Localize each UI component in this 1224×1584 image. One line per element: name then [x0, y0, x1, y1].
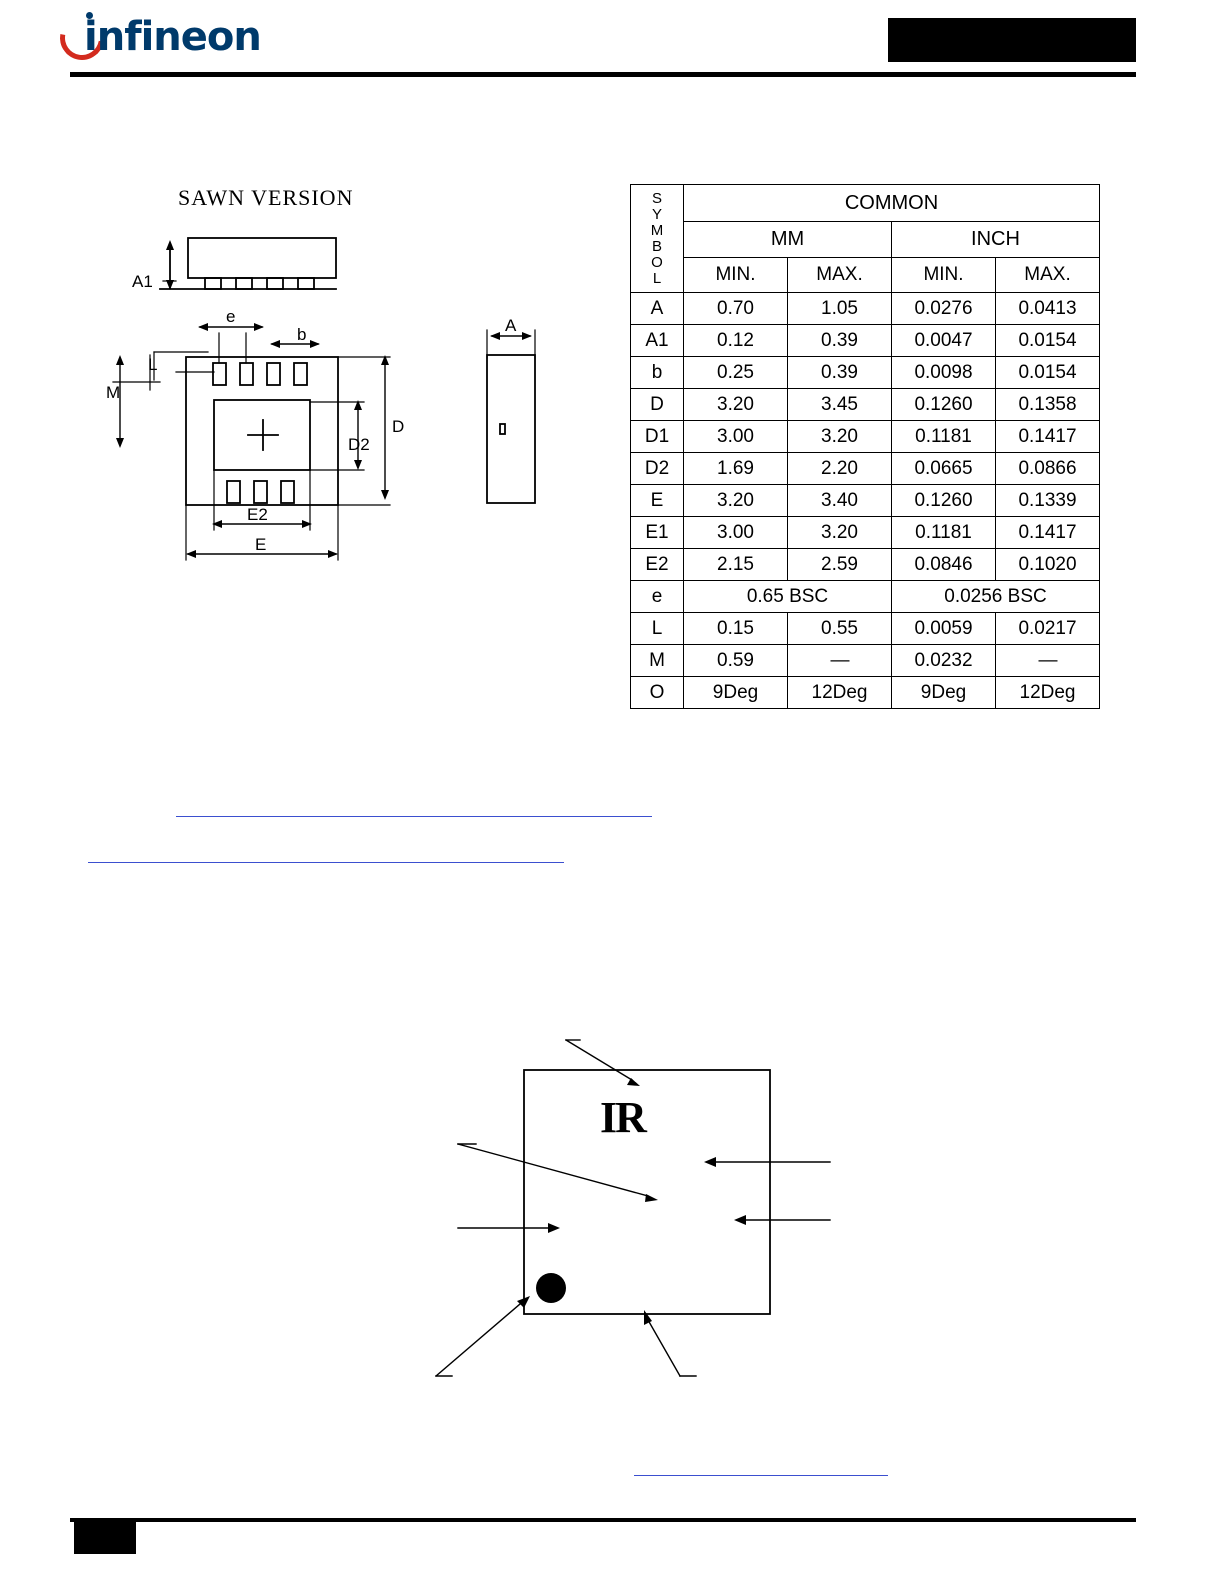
row-inch-max: 0.1358 — [996, 389, 1100, 421]
row-mm-max: 3.45 — [788, 389, 892, 421]
svg-text:E: E — [255, 535, 267, 554]
row-inch-min: 0.0059 — [892, 613, 996, 645]
row-mm-min: 2.15 — [684, 549, 788, 581]
row-symbol: e — [631, 581, 684, 613]
row-mm-max: 3.20 — [788, 517, 892, 549]
table-row — [631, 485, 1100, 517]
row-symbol: D2 — [631, 453, 684, 485]
row-mm-max: 0.39 — [788, 325, 892, 357]
hyperlink-underline-2[interactable] — [88, 861, 564, 863]
row-symbol: L — [631, 613, 684, 645]
row-symbol: M — [631, 645, 684, 677]
hyperlink-underline-1[interactable] — [176, 815, 652, 817]
row-mm-max: 12Deg — [788, 677, 892, 709]
row-symbol: E2 — [631, 549, 684, 581]
svg-text:D: D — [392, 417, 405, 436]
header-mm-min: MIN. — [684, 258, 788, 293]
row-inch-max: 0.0413 — [996, 293, 1100, 325]
table-row — [631, 421, 1100, 453]
table-row — [631, 453, 1100, 485]
row-inch-min: 0.0098 — [892, 357, 996, 389]
row-inch-bsc: 0.0256 BSC — [892, 581, 1100, 613]
svg-text:b: b — [297, 325, 307, 344]
row-symbol: D1 — [631, 421, 684, 453]
table-header-row-2 — [631, 222, 1100, 258]
row-inch-max: — — [996, 645, 1100, 677]
row-symbol: E — [631, 485, 684, 517]
table-row-e — [631, 581, 1100, 613]
svg-text:A1: A1 — [132, 272, 153, 291]
row-mm-max: 3.40 — [788, 485, 892, 517]
svg-text:L: L — [148, 355, 158, 374]
row-inch-min: 0.0665 — [892, 453, 996, 485]
row-mm-min: 3.20 — [684, 389, 788, 421]
row-mm-max: 2.20 — [788, 453, 892, 485]
table-row — [631, 325, 1100, 357]
row-symbol: A1 — [631, 325, 684, 357]
table-row — [631, 677, 1100, 709]
row-mm-min: 0.25 — [684, 357, 788, 389]
page-header — [0, 0, 1224, 90]
row-symbol: E1 — [631, 517, 684, 549]
row-inch-max: 0.0154 — [996, 325, 1100, 357]
row-symbol: O — [631, 677, 684, 709]
row-symbol: A — [631, 293, 684, 325]
row-inch-max: 0.1339 — [996, 485, 1100, 517]
row-inch-min: 0.1181 — [892, 421, 996, 453]
row-inch-min: 0.0047 — [892, 325, 996, 357]
row-mm-max: 1.05 — [788, 293, 892, 325]
symbol-header-cell: S Y M B O L — [631, 185, 684, 293]
row-inch-max: 0.0866 — [996, 453, 1100, 485]
svg-text:M: M — [106, 383, 121, 402]
hyperlink-underline-3[interactable] — [634, 1474, 888, 1476]
row-inch-max: 0.0217 — [996, 613, 1100, 645]
row-mm-min: 3.00 — [684, 421, 788, 453]
ir-logo-marking — [600, 1093, 710, 1142]
header-black-box — [888, 18, 1136, 62]
row-mm-min: 9Deg — [684, 677, 788, 709]
row-inch-max: 0.1020 — [996, 549, 1100, 581]
table-row — [631, 645, 1100, 677]
drawing-title: SAWN VERSION — [178, 185, 354, 210]
row-mm-min: 0.12 — [684, 325, 788, 357]
ir-logo-text: IR — [600, 1093, 645, 1142]
row-inch-min: 0.1260 — [892, 485, 996, 517]
row-mm-min: 3.00 — [684, 517, 788, 549]
common-header-cell: COMMON — [684, 185, 1100, 222]
svg-text:A: A — [505, 316, 517, 335]
row-inch-max: 0.1417 — [996, 421, 1100, 453]
row-symbol: b — [631, 357, 684, 389]
row-mm-bsc: 0.65 BSC — [684, 581, 892, 613]
row-inch-max: 0.0154 — [996, 357, 1100, 389]
row-mm-max: 0.55 — [788, 613, 892, 645]
header-inch-min: MIN. — [892, 258, 996, 293]
row-mm-max: 3.20 — [788, 421, 892, 453]
table-row — [631, 293, 1100, 325]
row-inch-min: 0.0276 — [892, 293, 996, 325]
table-row — [631, 549, 1100, 581]
row-mm-max: 2.59 — [788, 549, 892, 581]
brand-name: infineon — [84, 14, 261, 60]
row-mm-min: 0.15 — [684, 613, 788, 645]
footer-divider — [70, 1518, 1136, 1522]
row-mm-max: 0.39 — [788, 357, 892, 389]
infineon-logo — [60, 10, 261, 60]
row-inch-min: 0.0846 — [892, 549, 996, 581]
header-inch-max: MAX. — [996, 258, 1100, 293]
row-inch-min: 0.1260 — [892, 389, 996, 421]
table-header-row-3 — [631, 258, 1100, 293]
svg-text:e: e — [226, 307, 236, 326]
table-header-row-1 — [631, 185, 1100, 222]
svg-text:E2: E2 — [247, 505, 268, 524]
row-inch-max: 0.1417 — [996, 517, 1100, 549]
unit-header-inch: INCH — [892, 222, 1100, 258]
row-inch-min: 9Deg — [892, 677, 996, 709]
row-mm-min: 3.20 — [684, 485, 788, 517]
row-symbol: D — [631, 389, 684, 421]
row-mm-max: — — [788, 645, 892, 677]
header-divider — [70, 72, 1136, 77]
row-mm-min: 0.59 — [684, 645, 788, 677]
row-mm-min: 1.69 — [684, 453, 788, 485]
row-inch-min: 0.0232 — [892, 645, 996, 677]
package-dimension-table — [630, 184, 1100, 709]
unit-header-mm: MM — [684, 222, 892, 258]
footer-black-box — [74, 1522, 136, 1554]
header-mm-max: MAX. — [788, 258, 892, 293]
table-row — [631, 613, 1100, 645]
row-inch-max: 12Deg — [996, 677, 1100, 709]
table-row — [631, 389, 1100, 421]
row-mm-min: 0.70 — [684, 293, 788, 325]
svg-text:D2: D2 — [348, 435, 370, 454]
row-inch-min: 0.1181 — [892, 517, 996, 549]
table-row — [631, 517, 1100, 549]
table-row — [631, 357, 1100, 389]
